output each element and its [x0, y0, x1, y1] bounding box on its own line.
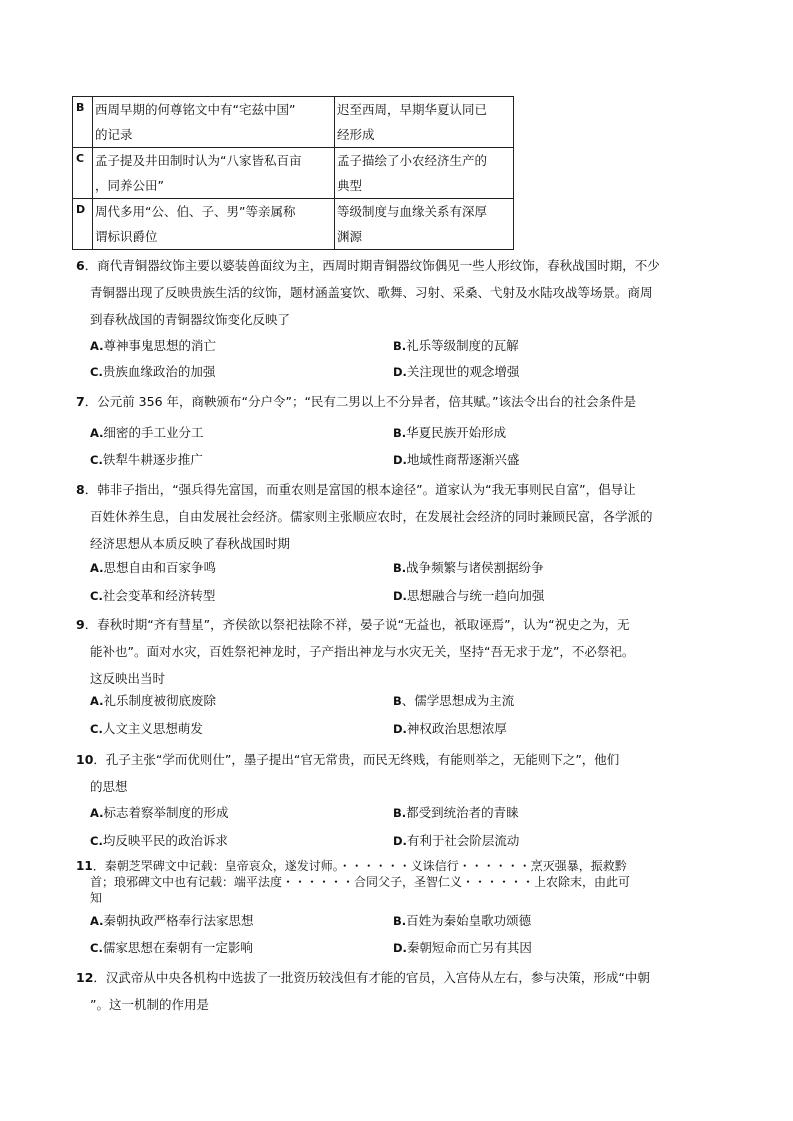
table-row	[73, 148, 514, 199]
q8-option-d[interactable]: D.思想融合与统一趋向加强	[393, 588, 545, 603]
q10-option-c[interactable]: C.均反映平民的政治诉求	[90, 833, 228, 848]
question-6: 6．商代青铜器纹饰主要以婆装兽面纹为主，西周时期青铜器纹饰偶见一些人形纹饰，春秋战国时期，不少 青铜器出现了反映贵族生活的纹饰，题材涵盖宴饮、歌舞、习射、采桑、弋射及水陆攻战等场景。商周 到春秋战国的青铜器纹饰变化反映了	[76, 258, 660, 327]
table-cell: 西周早期的何尊铭文中有“宅兹中国” 的记录	[93, 97, 335, 148]
table-cell: 等级制度与血缘关系有深厚 渊源	[335, 199, 514, 250]
table-cell: 孟子提及井田制时认为“八家皆私百亩 ，同养公田”	[93, 148, 335, 199]
q9-option-c[interactable]: C.人文主义思想萌发	[90, 721, 203, 736]
question-10: 10．孔子主张“学而优则仕”，墨子提出“官无常贵，而民无终贱，有能则举之，无能则下之”，他们 的思想	[76, 752, 620, 794]
q11-option-b[interactable]: B.百姓为秦始皇歌功颂德	[393, 913, 532, 928]
q8-option-b[interactable]: B.战争频繁与诸侯割据纷争	[393, 560, 544, 575]
q11-option-d[interactable]: D.秦朝短命而亡另有其因	[393, 940, 532, 955]
q11-option-a[interactable]: A.秦朝执政严格奉行法家思想	[90, 913, 254, 928]
q11-option-c[interactable]: C.儒家思想在秦朝有一定影响	[90, 940, 253, 955]
q8-option-c[interactable]: C.社会变革和经济转型	[90, 588, 216, 603]
q6-option-a[interactable]: A.尊神事鬼思想的消亡	[90, 338, 216, 353]
row-letter: B	[73, 97, 93, 148]
q6-option-d[interactable]: D.关注现世的观念增强	[393, 364, 520, 379]
table-cell: 周代多用“公、伯、子、男”等亲属称 谓标识爵位	[93, 199, 335, 250]
q9-option-a[interactable]: A.礼乐制度被彻底废除	[90, 693, 216, 708]
q7-option-d[interactable]: D.地域性商帮逐渐兴盛	[393, 452, 520, 467]
q6-option-c[interactable]: C.贵族血缘政治的加强	[90, 364, 216, 379]
q10-option-d[interactable]: D.有利于社会阶层流动	[393, 833, 520, 848]
q7-option-b[interactable]: B.华夏民族开始形成	[393, 425, 507, 440]
question-9: 9．春秋时期“齐有彗星”，齐侯欲以祭祀祛除不祥，晏子说“无益也，祇取诬焉”，认为“祝史之为，无 能补也”。面对水灾，百姓祭祀神龙时，子产指出神龙与水灾无关，坚持“吾无求于龙”，不必祭祀。 这反映出当时	[76, 617, 635, 686]
question-7: 7．公元前 356 年，商鞅颁布“分户令”；“民有二男以上不分异者，倍其赋。”该法令出台的社会条件是	[76, 394, 637, 409]
question-8: 8．韩非子指出，“强兵得先富国，而重农则是富国的根本途径”。道家认为“我无事则民自富”，倡导让 百姓休养生息，自由发展社会经济。儒家则主张顺应农时，在发展社会经济的同时兼顾民富，各学派的 经济思想从本质反映了春秋战国时期	[76, 482, 653, 551]
q7-option-c[interactable]: C.铁犁牛耕逐步推广	[90, 452, 203, 467]
q10-option-b[interactable]: B.都受到统治者的青睐	[393, 805, 519, 820]
row-letter: C	[73, 148, 93, 199]
option-table	[72, 96, 514, 250]
q10-option-a[interactable]: A.标志着察举制度的形成	[90, 805, 229, 820]
q7-option-a[interactable]: A.细密的手工业分工	[90, 425, 204, 440]
q6-option-b[interactable]: B.礼乐等级制度的瓦解	[393, 338, 519, 353]
question-12: 12．汉武帝从中央各机构中选拔了一批资历较浅但有才能的官员，入宫侍从左右，参与决策，形成“中朝 ”。这一机制的作用是	[76, 970, 650, 1012]
table-row	[73, 199, 514, 250]
q9-option-b[interactable]: B、儒学思想成为主流	[393, 693, 515, 708]
question-11: 11．秦朝芝罘碑文中记载：皇帝哀众，遂发讨师。・・・・・・义诛信行・・・・・・烹灭强暴，振救黔 首；琅邪碑文中也有记载：端平法度・・・・・・合同父子，圣智仁义・・・・・・上农除末，由此可 知	[76, 859, 631, 905]
q8-option-a[interactable]: A.思想自由和百家争鸣	[90, 560, 216, 575]
q9-option-d[interactable]: D.神权政治思想浓厚	[393, 721, 507, 736]
row-letter: D	[73, 199, 93, 250]
table-cell: 孟子描绘了小农经济生产的 典型	[335, 148, 514, 199]
table-row	[73, 97, 514, 148]
table-cell: 迟至西周，早期华夏认同已 经形成	[335, 97, 514, 148]
